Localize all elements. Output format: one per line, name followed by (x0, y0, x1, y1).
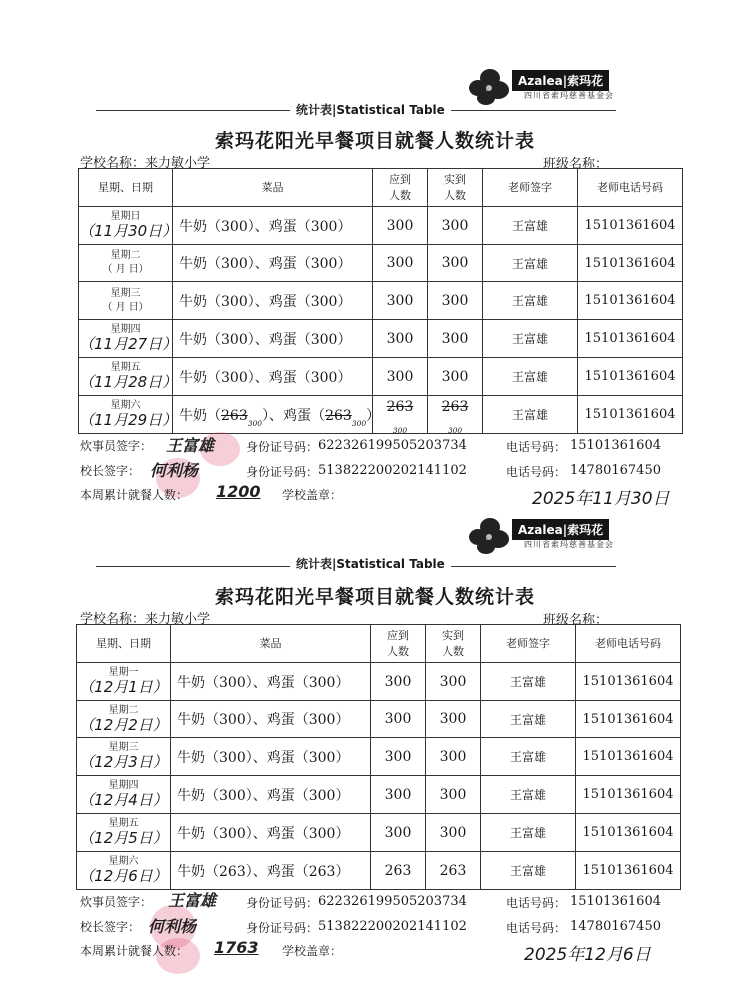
actual-cell: 300 (426, 776, 481, 814)
header-actual: 实到 人数 (426, 625, 481, 663)
dish-cell: 牛奶（300）、鸡蛋（300） (173, 320, 373, 358)
day-cell: 星期日 （11月30日） (79, 207, 173, 245)
day-cell: 星期二 （ 月 日） (79, 245, 173, 282)
actual-cell: 300 (428, 320, 483, 358)
dish-cell: 牛奶（300）、鸡蛋（300） (171, 701, 371, 738)
phone-cell: 15101361604 (576, 776, 681, 814)
principal-phone-label: 电话号码： (506, 465, 567, 479)
cook-signature: 王富雄 (168, 891, 217, 910)
teacher-cell: 王富雄 (481, 663, 576, 701)
principal-phone-number: 14780167450 (570, 463, 661, 478)
phone-cell: 15101361604 (578, 207, 683, 245)
principal-id-label: 身份证号码： (246, 921, 319, 935)
teacher-cell: 王富雄 (483, 396, 578, 434)
actual-cell: 300 (426, 814, 481, 852)
sign-date: 2025年12月6日 (524, 945, 651, 965)
principal-id-number: 513822200202141102 (318, 919, 467, 934)
teacher-cell: 王富雄 (481, 701, 576, 738)
teacher-cell: 王富雄 (481, 738, 576, 776)
school-seal-label: 学校盖章： (282, 944, 343, 958)
header-day-date: 星期、日期 (77, 625, 171, 663)
expected-cell: 300 (371, 814, 426, 852)
principal-sign-label: 校长签字： (80, 920, 141, 934)
phone-cell: 15101361604 (576, 701, 681, 738)
expected-cell: 300 (373, 320, 428, 358)
teacher-cell: 王富雄 (481, 776, 576, 814)
cook-signature: 王富雄 (166, 436, 215, 455)
header-actual: 实到 人数 (428, 169, 483, 207)
expected-cell: 263 $_{300}$ (373, 396, 428, 434)
principal-phone-label: 电话号码： (506, 921, 567, 935)
statistical-table-label: 统计表|Statistical Table (290, 101, 451, 118)
actual-cell: 263 $_{300}$ (428, 396, 483, 434)
expected-cell: 300 (373, 245, 428, 282)
cook-id-label: 身份证号码： (246, 440, 319, 454)
day-cell: 星期五 （11月28日） (79, 358, 173, 396)
table-row (77, 663, 681, 701)
class-name: 班级名称： (543, 157, 609, 172)
header-teacher-phone: 老师电话号码 (578, 169, 683, 207)
table-row (77, 776, 681, 814)
teacher-cell: 王富雄 (483, 320, 578, 358)
dish-cell: 牛奶（300）、鸡蛋（300） (173, 245, 373, 282)
actual-cell: 300 (426, 663, 481, 701)
day-cell: 星期四 （12月4日） (77, 776, 171, 814)
actual-cell: 300 (426, 701, 481, 738)
table-row (77, 701, 681, 738)
day-cell: 星期五 （12月5日） (77, 814, 171, 852)
day-cell: 星期四 （11月27日） (79, 320, 173, 358)
table-header-row (77, 625, 681, 663)
expected-cell: 300 (373, 282, 428, 320)
expected-cell: 300 (371, 663, 426, 701)
actual-cell: 300 (428, 207, 483, 245)
dish-cell: 牛奶（300）、鸡蛋（300） (173, 282, 373, 320)
table-row (77, 738, 681, 776)
principal-sign-label: 校长签字： (80, 464, 141, 478)
dish-cell: 牛奶（300）、鸡蛋（300） (171, 738, 371, 776)
actual-cell: 300 (428, 282, 483, 320)
teacher-cell: 王富雄 (483, 358, 578, 396)
principal-id-label: 身份证号码： (246, 465, 319, 479)
cook-sign-label: 炊事员签字： (80, 439, 153, 453)
weekly-total-label: 本周累计就餐人数： (80, 944, 189, 958)
principal-id-number: 513822200202141102 (318, 463, 467, 478)
weekly-total-value: 1763 (214, 938, 259, 957)
cook-id-label: 身份证号码： (246, 896, 319, 910)
table-row (77, 852, 681, 890)
dish-cell: 牛奶（300）、鸡蛋（300） (173, 358, 373, 396)
school-name: 学校名称：来力敏小学 (80, 612, 211, 627)
cook-id-number: 622326199505203734 (318, 894, 467, 909)
cook-phone-label: 电话号码： (506, 896, 567, 910)
weekly-total-value: 1200 (216, 482, 261, 501)
principal-signature: 何利杨 (148, 917, 197, 936)
brand-name: Azalea|索玛花 (512, 519, 609, 540)
cook-phone-number: 15101361604 (570, 438, 661, 453)
phone-cell: 15101361604 (578, 282, 683, 320)
expected-cell: 300 (371, 738, 426, 776)
cook-phone-label: 电话号码： (506, 440, 567, 454)
teacher-cell: 王富雄 (483, 245, 578, 282)
header-dish: 菜品 (171, 625, 371, 663)
phone-cell: 15101361604 (576, 663, 681, 701)
sign-date: 2025年11月30日 (532, 489, 670, 509)
expected-cell: 300 (373, 207, 428, 245)
principal-signature: 何利杨 (150, 461, 199, 480)
day-cell: 星期二 （12月2日） (77, 701, 171, 738)
phone-cell: 15101361604 (578, 245, 683, 282)
phone-cell: 15101361604 (576, 814, 681, 852)
day-cell: 星期六 （11月29日） (79, 396, 173, 434)
cook-phone-number: 15101361604 (570, 894, 661, 909)
expected-cell: 300 (373, 358, 428, 396)
header-teacher-phone: 老师电话号码 (576, 625, 681, 663)
day-cell: 星期三 （ 月 日） (79, 282, 173, 320)
phone-cell: 15101361604 (576, 738, 681, 776)
table-row (77, 814, 681, 852)
phone-cell: 15101361604 (578, 396, 683, 434)
day-cell: 星期一 （12月1日） (77, 663, 171, 701)
teacher-cell: 王富雄 (481, 814, 576, 852)
teacher-cell: 王富雄 (483, 207, 578, 245)
actual-cell: 300 (426, 738, 481, 776)
dish-cell: 牛奶$(263_{300})$、鸡蛋$(263_{300})$ (173, 396, 373, 434)
weekly-total-label: 本周累计就餐人数： (80, 488, 189, 502)
cook-sign-label: 炊事员签字： (80, 895, 153, 909)
actual-cell: 300 (428, 358, 483, 396)
dish-cell: 牛奶（300）、鸡蛋（300） (171, 814, 371, 852)
header-teacher-sign: 老师签字 (483, 169, 578, 207)
brand-name: Azalea|索玛花 (512, 70, 609, 91)
form-title: 索玛花阳光早餐项目就餐人数统计表 (214, 586, 535, 608)
actual-cell: 300 (428, 245, 483, 282)
dish-cell: 牛奶（263）、鸡蛋（263） (171, 852, 371, 890)
dish-cell: 牛奶（300）、鸡蛋（300） (171, 776, 371, 814)
phone-cell: 15101361604 (578, 320, 683, 358)
header-dish: 菜品 (173, 169, 373, 207)
header-day-date: 星期、日期 (79, 169, 173, 207)
actual-cell: 263 (426, 852, 481, 890)
header-expected: 应到 人数 (373, 169, 428, 207)
day-cell: 星期六 （12月6日） (77, 852, 171, 890)
meal-count-table (76, 624, 681, 890)
class-name: 班级名称： (543, 613, 609, 628)
header-expected: 应到 人数 (371, 625, 426, 663)
expected-cell: 300 (371, 701, 426, 738)
dish-cell: 牛奶（300）、鸡蛋（300） (173, 207, 373, 245)
expected-cell: 300 (371, 776, 426, 814)
dish-cell: 牛奶（300）、鸡蛋（300） (171, 663, 371, 701)
foundation-logo (468, 513, 628, 559)
teacher-cell: 王富雄 (483, 282, 578, 320)
school-seal-label: 学校盖章： (282, 488, 343, 502)
header-teacher-sign: 老师签字 (481, 625, 576, 663)
phone-cell: 15101361604 (578, 358, 683, 396)
form-title: 索玛花阳光早餐项目就餐人数统计表 (214, 130, 535, 152)
expected-cell: 263 (371, 852, 426, 890)
foundation-name: 四川省索玛慈善基金会 (524, 91, 614, 100)
teacher-cell: 王富雄 (481, 852, 576, 890)
statistical-table-label: 统计表|Statistical Table (290, 555, 451, 572)
foundation-name: 四川省索玛慈善基金会 (524, 540, 614, 549)
principal-phone-number: 14780167450 (570, 919, 661, 934)
phone-cell: 15101361604 (576, 852, 681, 890)
school-name: 学校名称：来力敏小学 (80, 156, 211, 171)
cook-id-number: 622326199505203734 (318, 438, 467, 453)
day-cell: 星期三 （12月3日） (77, 738, 171, 776)
